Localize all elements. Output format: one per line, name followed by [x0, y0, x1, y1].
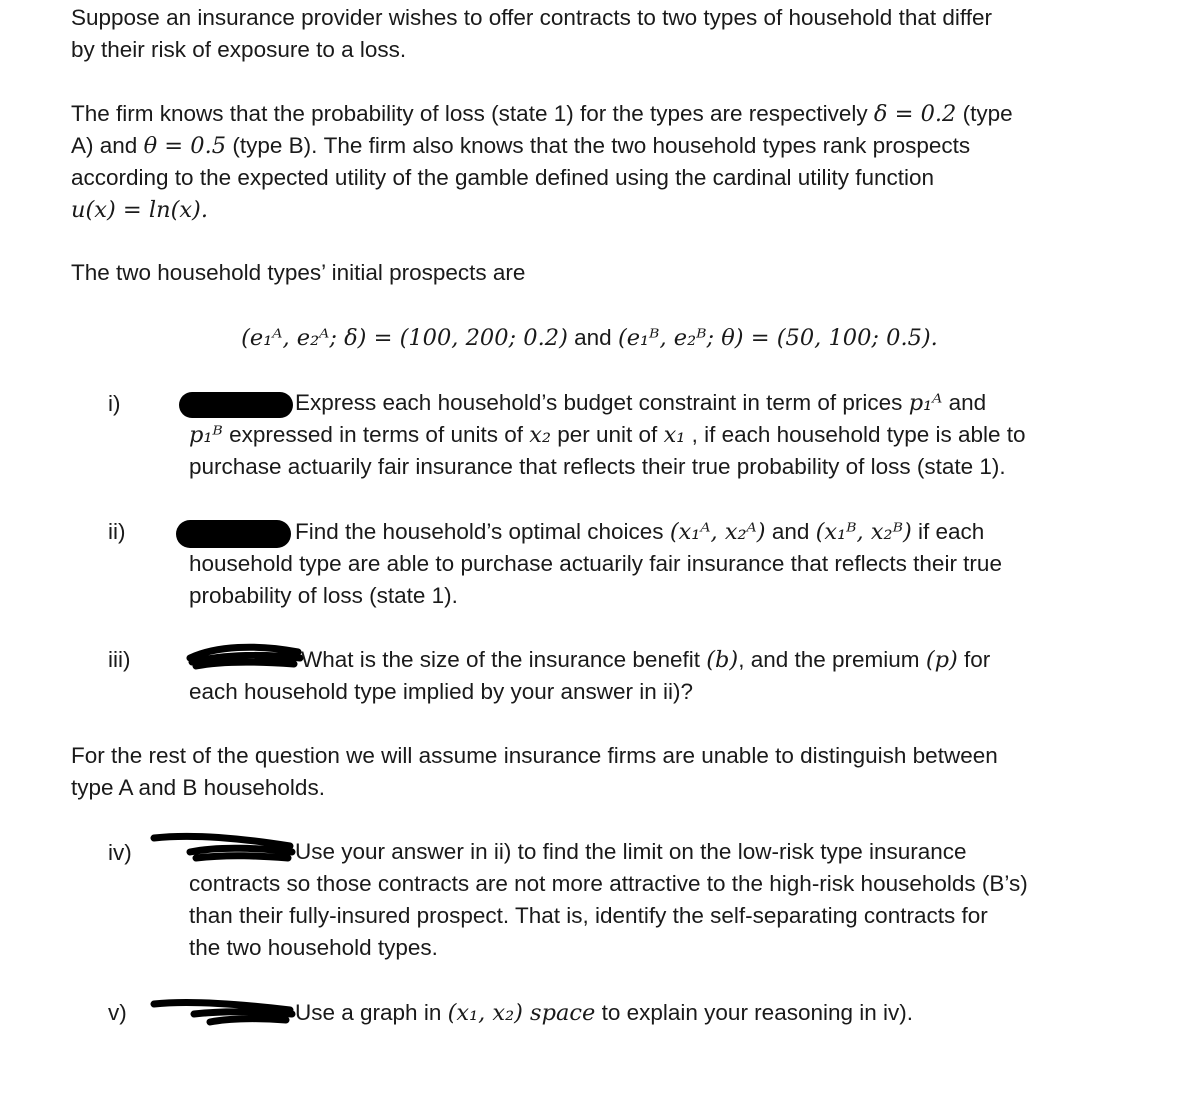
question-i-l2-text: expressed in terms of units of [229, 422, 523, 447]
question-ii-l1-tail: if each [918, 519, 985, 544]
question-iii-text [189, 644, 1149, 708]
question-iii-l1b: , and the premium [738, 647, 920, 672]
utility-function: u(x) = ln(x). [71, 197, 208, 223]
transition-line-2: type A and B households. [71, 775, 325, 800]
info-line-1 [71, 98, 1111, 130]
question-iii-line-2: each household type implied by your answer in ii)? [189, 679, 694, 704]
question-iii-line-1 [189, 644, 1149, 676]
premium-symbol: (p) [925, 647, 958, 673]
prospects-and: and [574, 325, 612, 350]
question-ii-l1: Find the household’s optimal choices [295, 519, 664, 544]
question-ii-text [189, 516, 1149, 612]
info-start-2: A) and [71, 133, 138, 158]
question-v-l1b: to explain your reasoning in iv). [601, 1000, 914, 1025]
question-ii-label: ii) [108, 519, 126, 544]
question-i-line-1 [189, 387, 1149, 419]
prospect-b-equation: (e₁ᴮ, e₂ᴮ; θ) = (50, 100; 0.5). [617, 325, 938, 351]
question-v-line-1 [189, 997, 1149, 1029]
question-v-label: v) [108, 1000, 127, 1025]
question-iv-line-2: contracts so those contracts are not more attractive to the high-risk households (B’s) [189, 871, 1028, 896]
prospect-a-equation: (e₁ᴬ, e₂ᴬ; δ) = (100, 200; 0.2) [241, 325, 568, 351]
question-v-l1a: Use a graph in [295, 1000, 442, 1025]
question-ii-line-2: household type are able to purchase actuarily fair insurance that reflects their true [189, 551, 1002, 576]
question-iv-line-4: the two household types. [189, 935, 438, 960]
question-i-l2-tail: , if each household type is able to [691, 422, 1026, 447]
question-i-l1: Express each household’s budget constraint in term of prices [295, 390, 903, 415]
transition-line-1: For the rest of the question we will assume insurance firms are unable to distinguish between [71, 743, 998, 768]
info-tail-1: (type [962, 101, 1013, 126]
info-text-2: (type B). The firm also knows that the two household types rank prospects [232, 133, 971, 158]
intro-line-2: by their risk of exposure to a loss. [71, 37, 407, 62]
price-b: p₁ᴮ [189, 422, 223, 448]
question-iv-line-1 [189, 836, 1149, 868]
theta-value: θ = 0.5 [143, 133, 227, 159]
prospects-heading: The two household types’ initial prospects are [71, 260, 526, 285]
intro-paragraph [71, 2, 1111, 66]
choice-a: (x₁ᴬ, x₂ᴬ) [669, 519, 766, 545]
question-iv-label: iv) [108, 840, 132, 865]
question-i-l2-mid: per unit of [557, 422, 658, 447]
question-iv-text [189, 836, 1149, 964]
info-paragraph [71, 98, 1111, 226]
x2-symbol: x₂ [529, 422, 551, 448]
transition-paragraph [71, 740, 1111, 804]
intro-line-1: Suppose an insurance provider wishes to offer contracts to two types of household that differ [71, 5, 992, 30]
question-iv-line-3: than their fully-insured prospect. That is, identify the self-separating contracts for [189, 903, 988, 928]
question-iv-l1: Use your answer in ii) to find the limit on the low-risk type insurance [295, 839, 967, 864]
price-a: p₁ᴬ [908, 390, 943, 416]
question-ii-and: and [771, 519, 810, 544]
question-i-label: i) [108, 391, 121, 416]
question-iii-l1a: What is the size of the insurance benefit [301, 647, 700, 672]
question-i-text [189, 387, 1149, 483]
question-i-line-3: purchase actuarily fair insurance that reflects their true probability of loss (state 1). [189, 454, 1006, 479]
question-v-text [189, 997, 1149, 1029]
info-line-3: according to the expected utility of the gamble defined using the cardinal utility function [71, 165, 935, 190]
delta-value: δ = 0.2 [873, 101, 957, 127]
benefit-symbol: (b) [706, 647, 739, 673]
question-i-line-2 [189, 419, 1149, 451]
choice-b: (x₁ᴮ, x₂ᴮ) [815, 519, 912, 545]
question-ii-line-3: probability of loss (state 1). [189, 583, 458, 608]
question-iii-label: iii) [108, 647, 131, 672]
question-iii-l1c: for [964, 647, 991, 672]
question-ii-line-1 [189, 516, 1149, 548]
space-math: (x₁, x₂) space [447, 1000, 596, 1026]
prospects-equation [0, 320, 1179, 356]
info-line-2 [71, 130, 1111, 162]
x1-symbol: x₁ [663, 422, 686, 448]
info-text-1: The firm knows that the probability of loss (state 1) for the types are respectively [71, 101, 868, 126]
question-i-l1-tail: and [948, 390, 987, 415]
